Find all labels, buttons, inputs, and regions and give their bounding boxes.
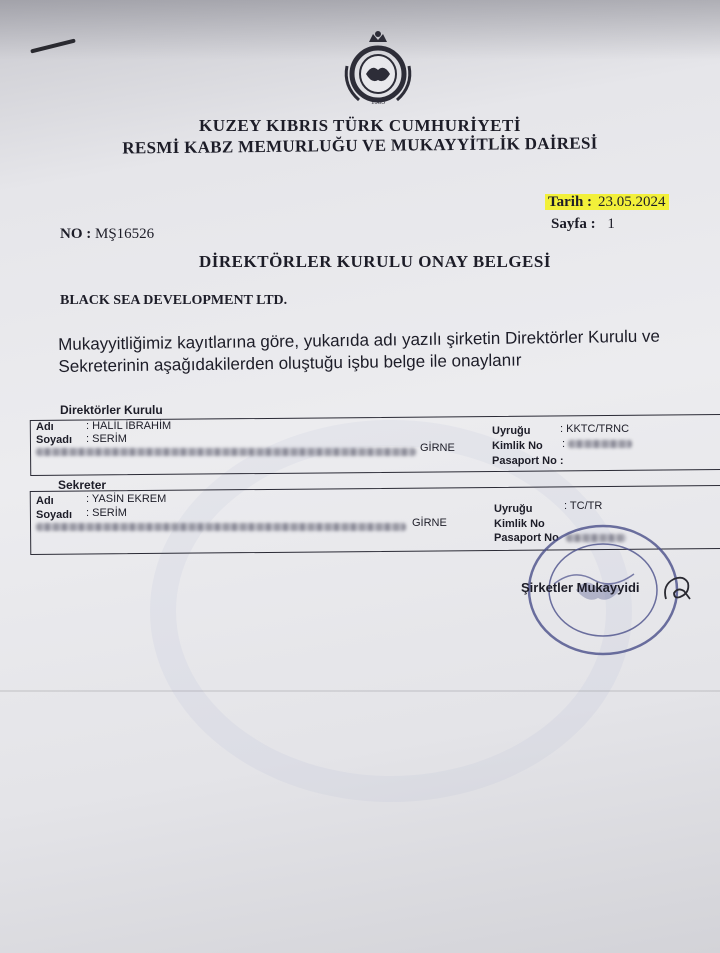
date-row (545, 194, 669, 211)
date-value: 23.05.2024 (595, 194, 669, 210)
handwritten-initial (660, 573, 700, 605)
director-id-value: : (562, 438, 632, 450)
director-nationality-value: : KKTC/TRNC (560, 423, 630, 435)
secretary-surname-label: Soyadı (36, 509, 73, 521)
secretary-name-value: : YASİN EKREM (86, 493, 167, 505)
document-number (60, 226, 154, 243)
secretary-surname-value: : SERİM (86, 507, 127, 519)
director-name-value: : HALİL İBRAHİM (86, 420, 172, 432)
secretary-nationality-label: Uyruğu (494, 503, 533, 515)
director-surname-label: Soyadı (36, 434, 73, 446)
document-title: DİREKTÖRLER KURULU ONAY BELGESİ (199, 252, 551, 271)
date-label: Tarih : (545, 194, 595, 210)
svg-text:1983: 1983 (371, 98, 385, 106)
state-emblem-icon (333, 26, 423, 108)
secretary-address-redacted (36, 521, 406, 533)
company-name: BLACK SEA DEVELOPMENT LTD. (60, 293, 288, 308)
fold-line (0, 690, 720, 692)
office-heading: RESMİ KABZ MEMURLUĞU VE MUKAYYİTLİK DAİRESİ (122, 133, 598, 158)
page-value: 1 (607, 216, 615, 232)
director-address-redacted (36, 446, 416, 458)
secretary-nationality-value: : TC/TR (564, 500, 603, 512)
signature-label: Şirketler Mukayyidi (521, 580, 640, 595)
director-passport-label: Pasaport No : (492, 455, 564, 467)
directors-section-label: Direktörler Kurulu (60, 403, 163, 417)
director-city: GİRNE (420, 442, 455, 454)
page-label: Sayfa : (551, 216, 596, 232)
director-nationality-label: Uyruğu (492, 425, 531, 437)
body-paragraph: Mukayyitliğimiz kayıtlarına göre, yukarıda adı yazılı şirketin Direktörler Kurulu ve Sekreterinin aşağıdakilerden oluştuğu işbu belge ile onaylanır (58, 326, 661, 376)
secretary-passport-label: Pasaport No (494, 532, 559, 544)
secretary-city: GİRNE (412, 517, 447, 529)
director-name-label: Adı (36, 421, 54, 433)
no-label: NO : (60, 226, 92, 242)
republic-heading: KUZEY KIBRIS TÜRK CUMHURİYETİ (199, 116, 521, 135)
no-value: MŞ16526 (95, 226, 155, 242)
secretary-section-label: Sekreter (58, 478, 107, 492)
page-row (551, 216, 615, 233)
director-id-label: Kimlik No (492, 440, 543, 452)
secretary-id-label: Kimlik No (494, 518, 545, 530)
director-surname-value: : SERİM (86, 433, 127, 445)
secretary-name-label: Adı (36, 495, 54, 507)
